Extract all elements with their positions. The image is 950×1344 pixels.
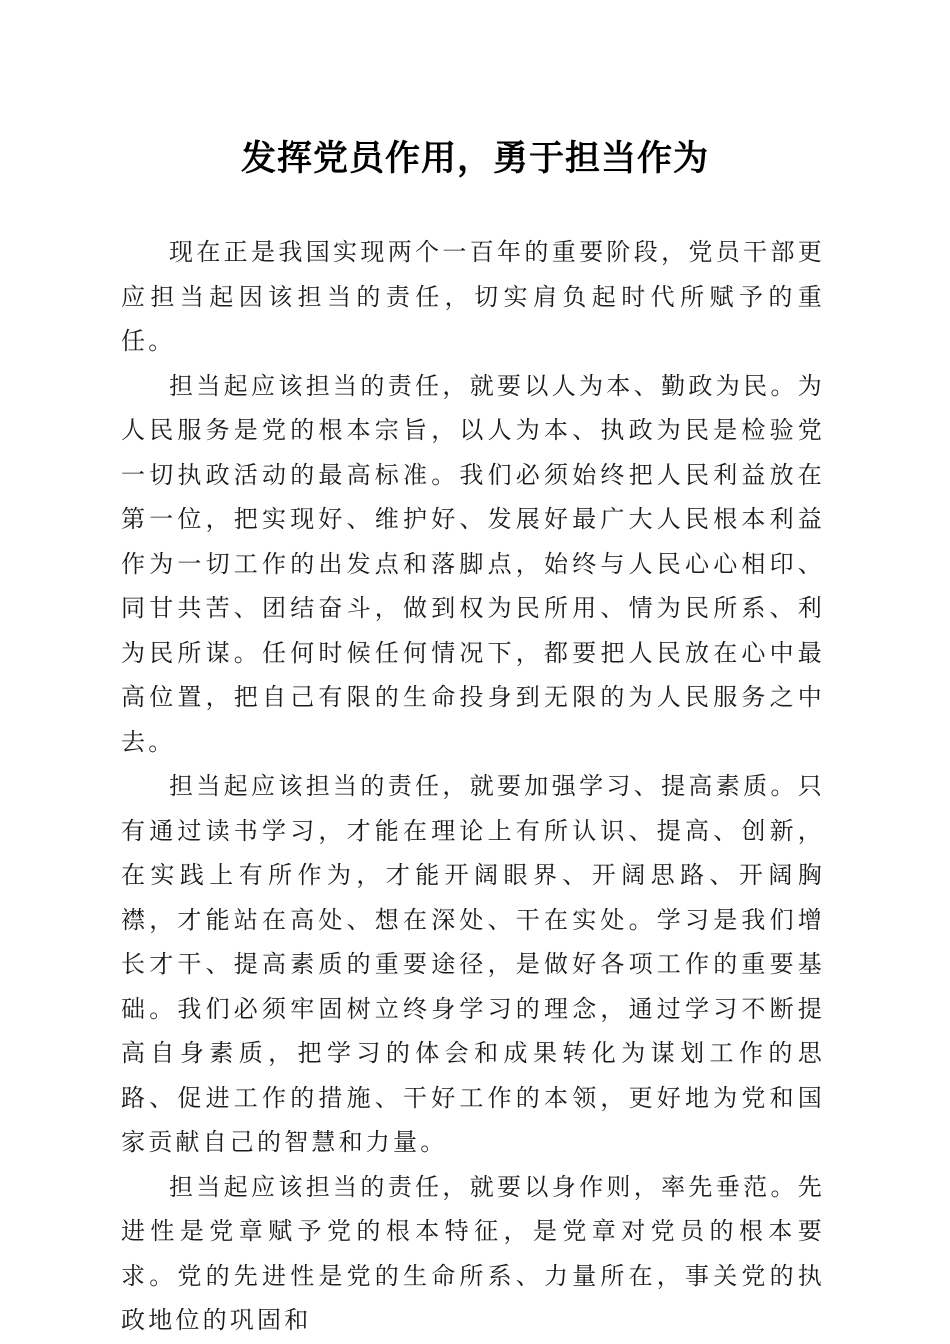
paragraph-intro: 现在正是我国实现两个一百年的重要阶段，党员干部更应担当起因该担当的责任，切实肩负起时代所赋予的重任。 (121, 238, 825, 355)
document-body (121, 230, 825, 1343)
paragraph-people-first: 担当起应该担当的责任，就要以人为本、勤政为民。为人民服务是党的根本宗旨，以人为本、执政为民是检验党一切执政活动的最高标准。我们必须始终把人民利益放在第一位，把实现好、维护好、发展好最广大人民根本利益作为一切工作的出发点和落脚点，始终与人民心心相印、同甘共苦、团结奋斗，做到权为民所用、情为民所系、利为民所谋。任何时候任何情况下，都要把人民放在心中最高位置，把自己有限的生命投身到无限的为人民服务之中去。 (121, 371, 825, 756)
document-title: 发挥党员作用，勇于担当作为 (240, 138, 709, 179)
paragraph-study: 担当起应该担当的责任，就要加强学习、提高素质。只有通过读书学习，才能在理论上有所认识、提高、创新，在实践上有所作为，才能开阔眼界、开阔思路、开阔胸襟，才能站在高处、想在深处、干在实处。学习是我们增长才干、提高素质的重要途径，是做好各项工作的重要基础。我们必须牢固树立终身学习的理念，通过学习不断提高自身素质，把学习的体会和成果转化为谋划工作的思路、促进工作的措施、干好工作的本领，更好地为党和国家贡献自己的智慧和力量。 (121, 772, 825, 1156)
paragraph-lead-by-example: 担当起应该担当的责任，就要以身作则，率先垂范。先进性是党章赋予党的根本特征，是党章对党员的根本要求。党的先进性是党的生命所系、力量所在，事关党的执政地位的巩固和 (121, 1172, 825, 1334)
